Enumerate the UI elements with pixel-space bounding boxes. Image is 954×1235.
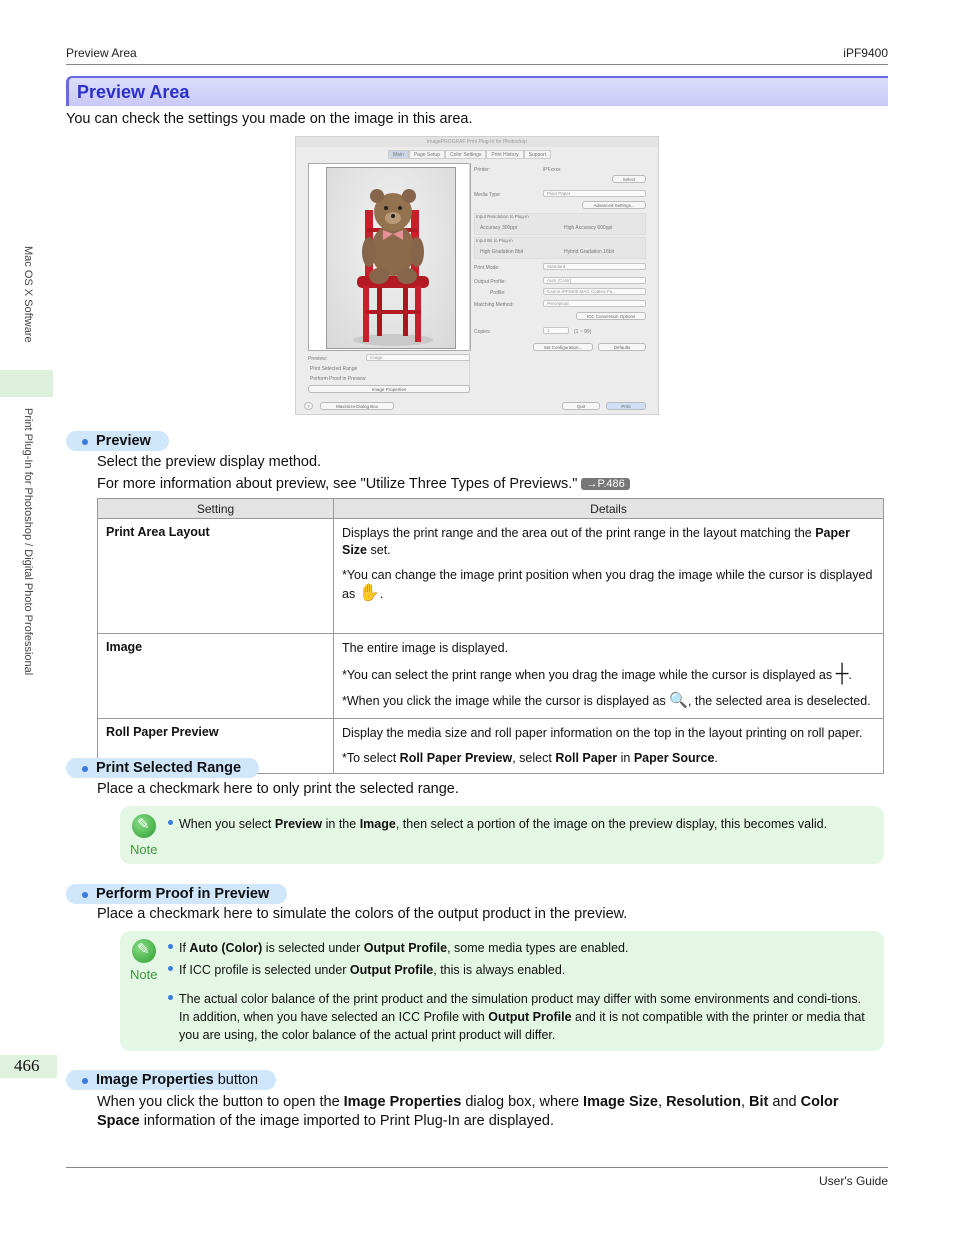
details-print-area-layout: Displays the print range and the area out of the print range in the layout matching the Paper Size set. *You can change the image print position when you drag the image while the cursor is displayed as ✋. (334, 519, 884, 634)
preview-frame[interactable] (308, 163, 471, 351)
matching-method-label: Matching Method: (474, 302, 514, 308)
accuracy-600-radio[interactable]: High Accuracy 600ppi (564, 225, 613, 231)
note-item: When you select Preview in the Image, then select a portion of the image on the preview display, this becomes valid. (168, 815, 868, 833)
intro-text: You can check the settings you made on the image in this area. (66, 111, 473, 127)
details-roll-paper-preview: Display the media size and roll paper information on the top in the layout printing on roll paper. *To select Roll Paper Preview, select Roll Paper in Paper Source. (334, 719, 884, 774)
preview-settings-table (97, 498, 884, 774)
set-configuration-button[interactable]: Set Configuration... (533, 343, 593, 351)
input-bit-label: Input Bit to Plug-in (476, 238, 513, 243)
image-properties-description: When you click the button to open the Image Properties dialog box, where Image Size, Resolution, Bit and Color Space information of the image imported to Print Plug-In are displayed. (97, 1094, 839, 1129)
dialog-title: imagePROGRAF Print Plug-In for Photoshop (296, 137, 658, 147)
profile-label: Profile: (490, 290, 506, 296)
header-rule (66, 64, 888, 65)
page-reference-link[interactable]: →P.486 (581, 478, 629, 490)
setting-print-area-layout: Print Area Layout (98, 519, 334, 634)
column-header-setting: Setting (98, 499, 334, 519)
note-item: The actual color balance of the print product and the simulation product may differ with some environments and condi-tions. In addition, when you have selected an ICC Profile with Output Profile and it is not compatible with the printer or media that you are using, the color balance of the actual print product will differ. (168, 990, 868, 1044)
plugin-dialog-screenshot (295, 136, 659, 415)
note-label: Note (130, 967, 158, 982)
preview-more-info (97, 476, 630, 492)
teddy-bear-on-chair-image (327, 168, 456, 349)
print-mode-select[interactable]: Standard (543, 263, 646, 270)
table-row (98, 634, 884, 719)
perform-proof-description: Place a checkmark here to simulate the colors of the output product in the preview. (97, 906, 628, 922)
print-button[interactable]: Print (606, 402, 646, 410)
perform-proof-checkbox[interactable]: Perform Proof in Preview (310, 376, 366, 382)
accuracy-300-radio[interactable]: Accuracy 300ppi (480, 225, 517, 231)
icc-conversion-options-button[interactable]: ICC Conversion Options (576, 312, 646, 320)
tab-print-history[interactable]: Print History (486, 150, 523, 159)
select-button[interactable]: Select (612, 175, 646, 183)
printer-label: Printer: (474, 167, 491, 173)
copies-input[interactable]: 1 (543, 327, 569, 334)
input-resolution-label: Input Resolution to Plug-in (476, 214, 529, 219)
side-tab-highlight (0, 370, 53, 397)
preview-select[interactable]: Image (366, 354, 470, 361)
high-gradation-radio[interactable]: High Gradation 8bit (480, 249, 524, 255)
note-item: If ICC profile is selected under Output Profile, this is always enabled. (168, 961, 868, 979)
defaults-button[interactable]: Defaults (598, 343, 646, 351)
side-tab-print-plug-in: Print Plug-In for Photoshop / Digital Photo Professional (22, 408, 34, 676)
hand-cursor-icon: ✋ (358, 583, 380, 602)
setting-roll-paper-preview: Roll Paper Preview (98, 719, 334, 774)
image-properties-heading: Image Properties button (66, 1070, 276, 1090)
table-header-row (98, 499, 884, 519)
preview-more-info-text: For more information about preview, see "Utilize Three Types of Previews." (97, 476, 578, 492)
note-box-print-selected (120, 806, 884, 864)
section-title: Preview Area (77, 82, 190, 102)
profile-select[interactable]: Canon iPF9400 MAG Coated Pa... (543, 288, 646, 295)
side-tab-mac-os-x-software: Mac OS X Software (22, 246, 34, 343)
tab-support[interactable]: Support (524, 150, 552, 159)
note-pencil-icon (132, 814, 156, 838)
hybrid-gradation-radio[interactable]: Hybrid Gradation 16bit (564, 249, 615, 255)
preview-image[interactable] (326, 167, 456, 349)
maximize-dialog-box-button[interactable]: Maximize Dialog Box (320, 402, 394, 410)
running-header-left: Preview Area (66, 46, 137, 60)
note-label: Note (130, 842, 158, 857)
zoom-out-cursor-icon: 🔍 (669, 692, 688, 709)
matching-method-select[interactable]: Perceptual (543, 300, 646, 307)
print-selected-range-description: Place a checkmark here to only print the selected range. (97, 781, 459, 797)
tab-page-setup[interactable]: Page Setup (409, 150, 445, 159)
setting-image: Image (98, 634, 334, 719)
quit-button[interactable]: Quit (562, 402, 600, 410)
perform-proof-heading: Perform Proof in Preview (66, 884, 287, 904)
output-profile-label: Output Profile: (474, 279, 506, 285)
printer-value: iPFxxxx (543, 167, 561, 173)
advanced-settings-button[interactable]: Advanced Settings... (582, 201, 646, 209)
preview-heading: Preview (66, 431, 169, 451)
print-mode-label: Print Mode: (474, 265, 500, 271)
dialog-tabs (388, 150, 551, 159)
note-pencil-icon (132, 939, 156, 963)
help-button[interactable]: ? (304, 402, 313, 410)
running-footer: User's Guide (819, 1174, 888, 1188)
running-header-right: iPF9400 (843, 46, 888, 60)
page-number: 466 (14, 1056, 40, 1075)
output-profile-select[interactable]: Auto (Color) (543, 277, 646, 284)
preview-label: Preview: (308, 356, 328, 362)
preview-description: Select the preview display method. (97, 454, 322, 470)
copies-range: (1 ~ 99) (574, 329, 592, 335)
footer-rule (66, 1167, 888, 1168)
image-properties-button[interactable]: Image Properties (308, 385, 470, 393)
table-row (98, 519, 884, 634)
section-title-bar (66, 76, 888, 106)
media-type-select[interactable]: Plain Paper (543, 190, 646, 197)
column-header-details: Details (334, 499, 884, 519)
print-selected-range-checkbox[interactable]: Print Selected Range (310, 366, 358, 372)
crosshair-cursor-icon: ┼ (835, 663, 849, 683)
print-selected-range-heading: Print Selected Range (66, 758, 259, 778)
note-box-perform-proof (120, 931, 884, 1051)
note-item: If Auto (Color) is selected under Output Profile, some media types are enabled. (168, 939, 868, 957)
copies-label: Copies: (474, 329, 491, 335)
tab-main[interactable]: Main (388, 150, 409, 159)
details-image: The entire image is displayed. *You can select the print range when you drag the image while the cursor is displayed as ┼. *When you click the image while the cursor is displayed as 🔍, the selected area is deselected. (334, 634, 884, 719)
media-type-label: Media Type: (474, 192, 502, 198)
tab-color-settings[interactable]: Color Settings (445, 150, 486, 159)
